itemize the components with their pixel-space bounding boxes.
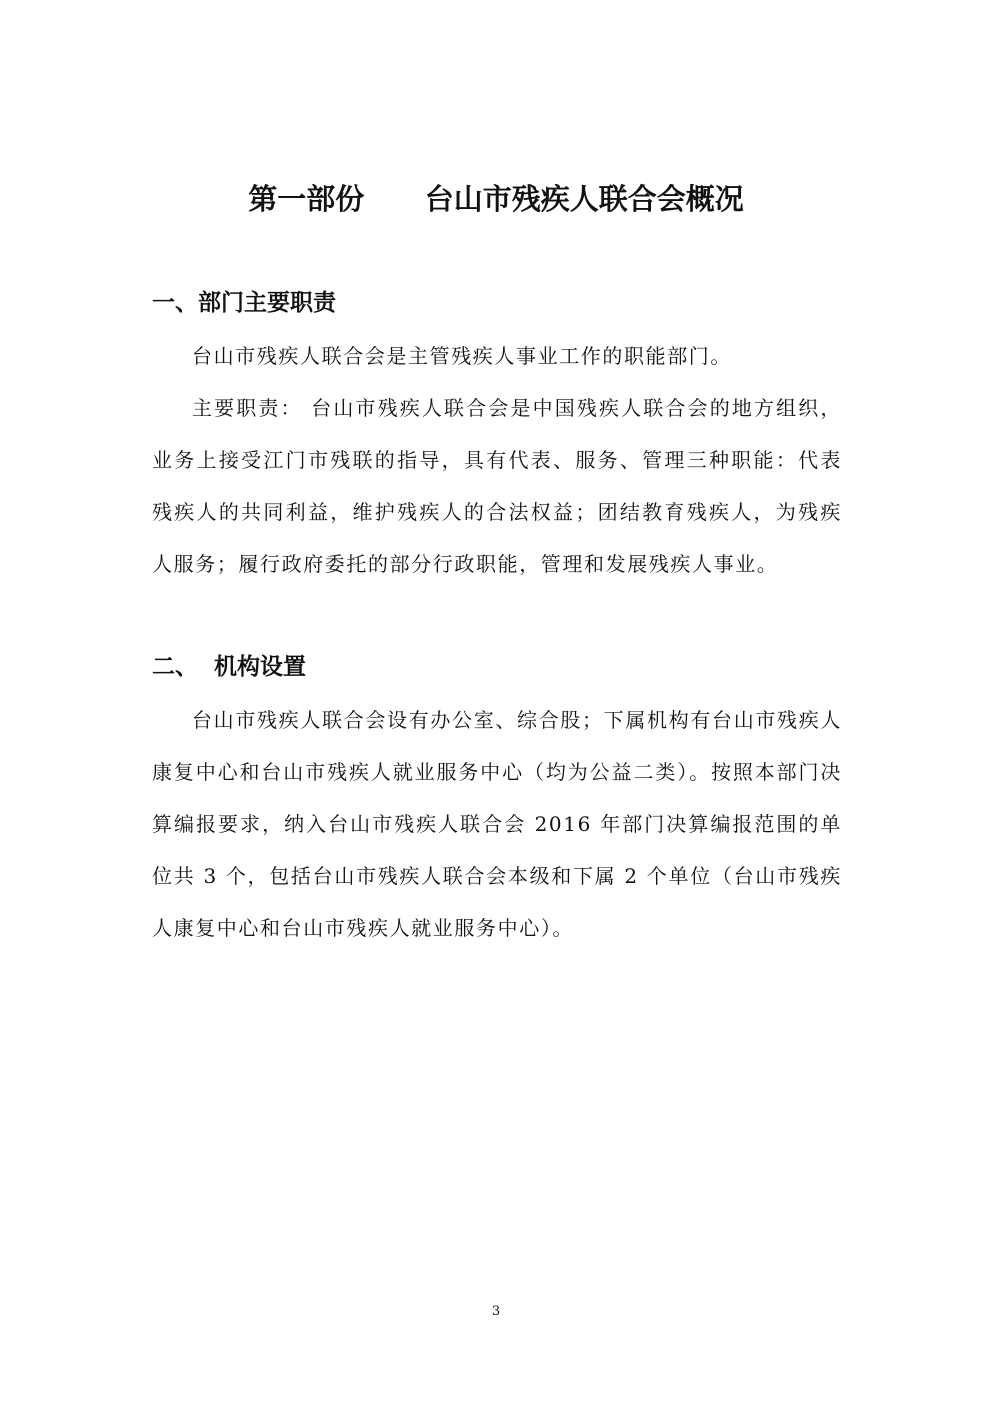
duties-intro-paragraph: 台山市残疾人联合会是主管残疾人事业工作的职能部门。 [192,344,732,368]
section-heading-duties: 一、部门主要职责 [152,289,336,316]
section-heading-organization: 二、 机构设置 [152,653,307,680]
page-title: 第一部份 台山市残疾人联合会概况 [248,182,744,216]
page-number: 3 [491,1304,501,1319]
organization-paragraph: 台山市残疾人联合会设有办公室、综合股；下属机构有台山市残疾人康复中心和台山市残疾人就业服务中心（均为公益二类）。按照本部门决算编报要求，纳入台山市残疾人联合会 2016 年部门决算编报范围的单位共 3 个，包括台山市残疾人联合会本级和下属 2 个单位（台山市残疾人康复中心和台山市残疾人就业服务中心）。 [152,708,842,940]
duties-detail-paragraph: 主要职责： 台山市残疾人联合会是中国残疾人联合会的地方组织，业务上接受江门市残联的指导，具有代表、服务、管理三种职能：代表残疾人的共同利益，维护残疾人的合法权益；团结教育残疾人，为残疾人服务；履行政府委托的部分行政职能，管理和发展残疾人事业。 [152,396,842,576]
